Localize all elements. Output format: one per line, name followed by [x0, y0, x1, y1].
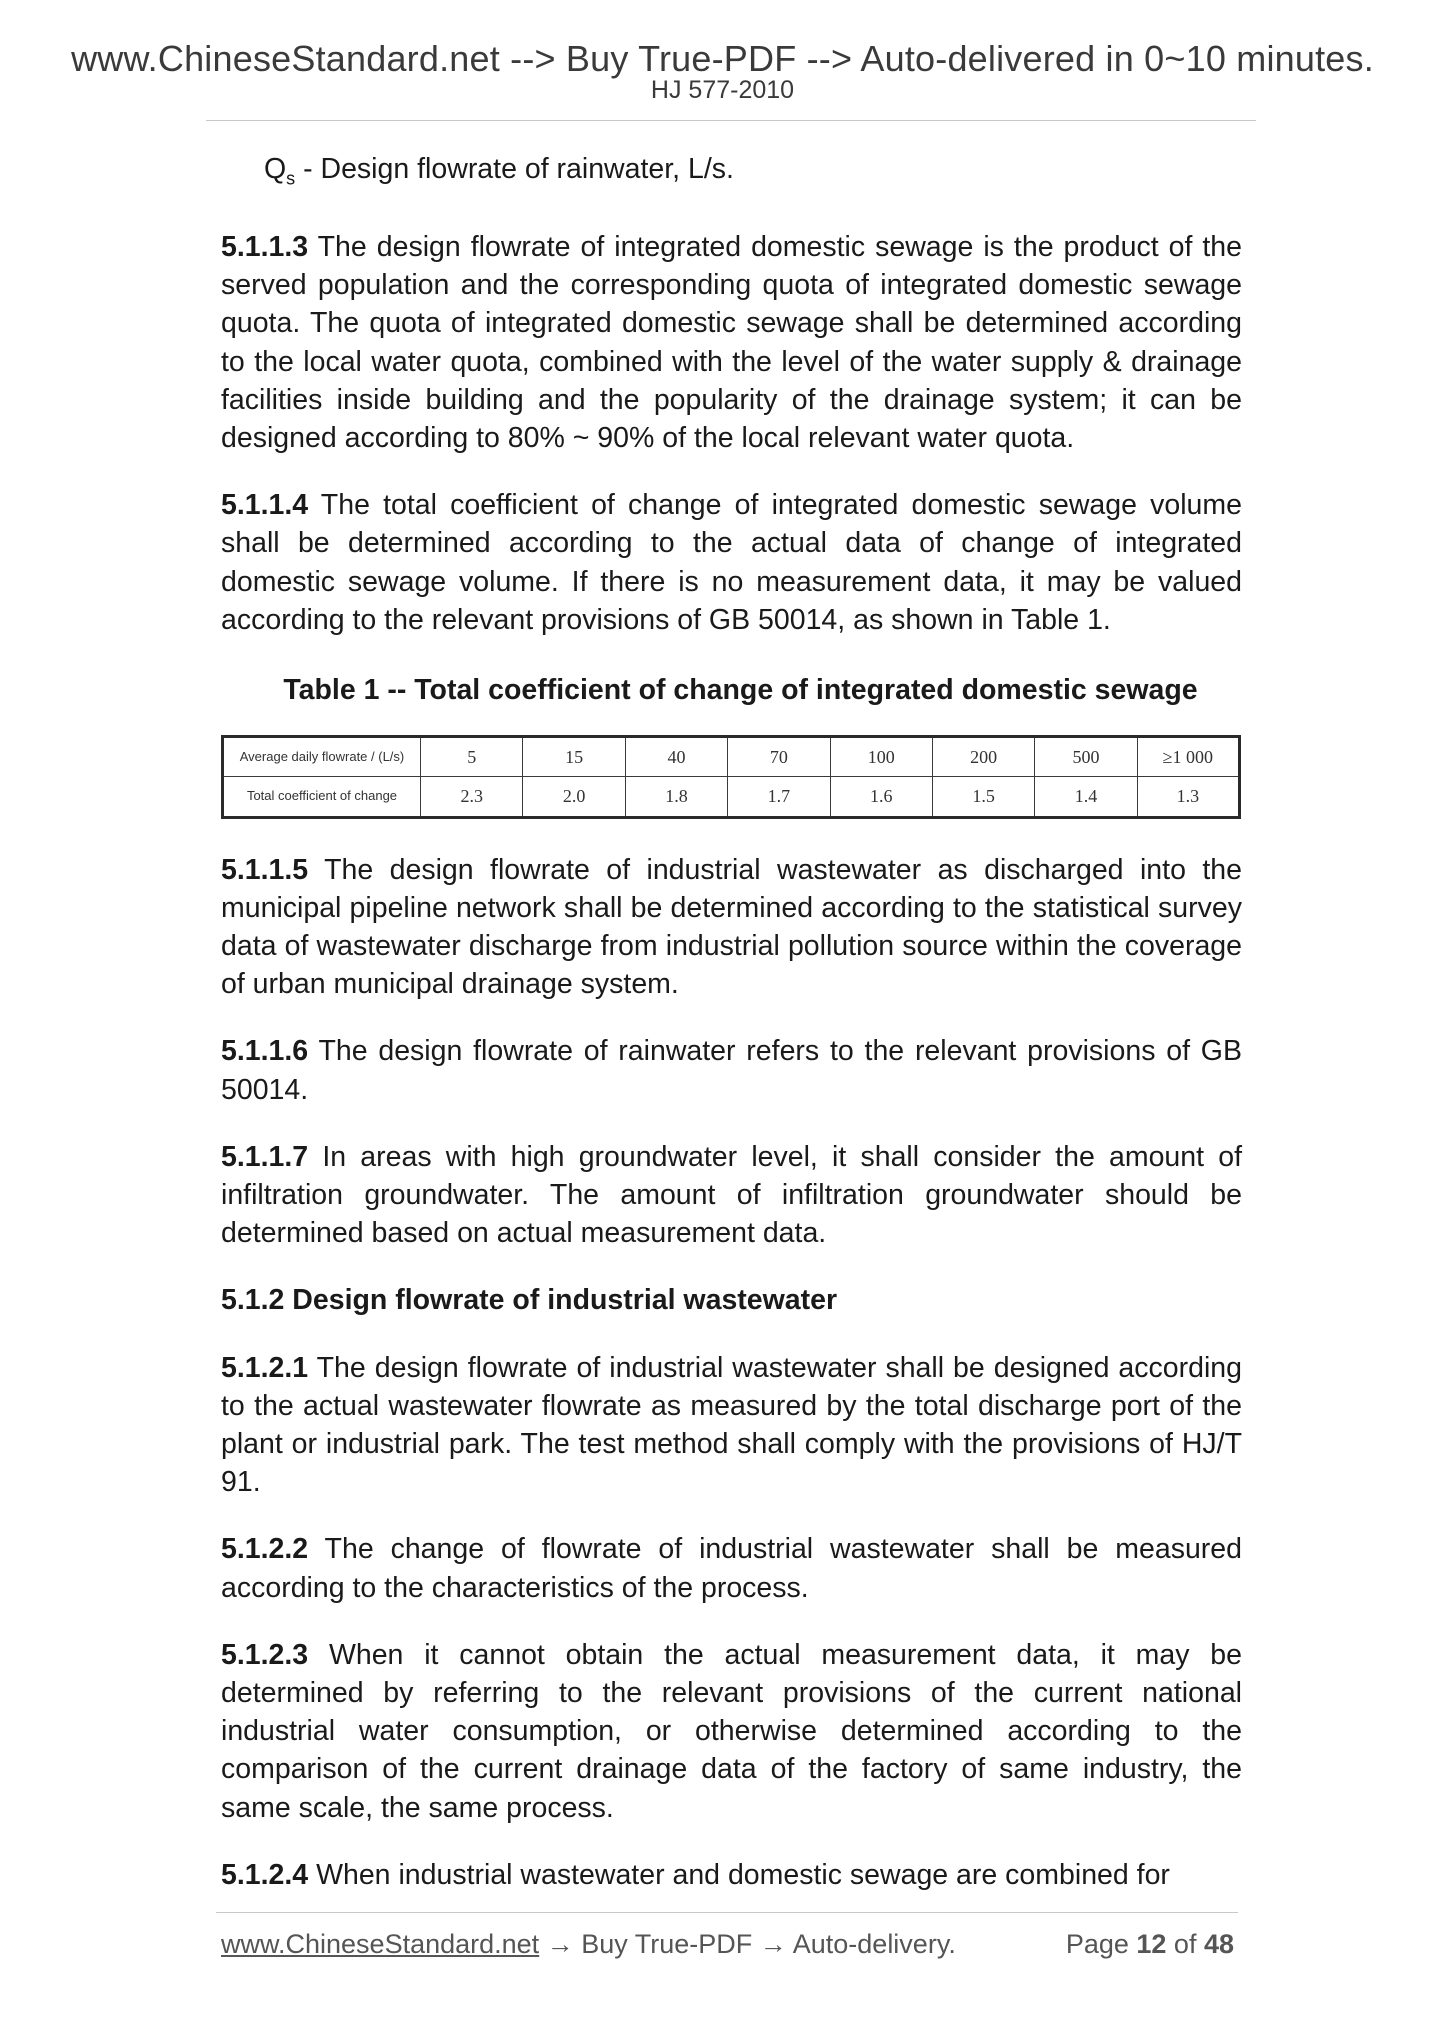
clause-5-1-2-3	[221, 1636, 1242, 1827]
page-word: Page	[1065, 1929, 1137, 1959]
table-cell: 2.0	[523, 777, 625, 817]
coefficient-table	[221, 735, 1241, 818]
table-cell: ≥1 000	[1137, 737, 1239, 777]
clause-5-1-2-2	[221, 1530, 1242, 1606]
clause-text: When industrial wastewater and domestic sewage are combined for	[308, 1858, 1170, 1891]
table-cell: 100	[830, 737, 932, 777]
qs-subscript: s	[286, 168, 296, 189]
page-indicator	[1066, 1929, 1234, 1960]
clause-number: 5.1.1.4	[221, 489, 309, 522]
clause-text: The change of flowrate of industrial wastewater shall be measured according to the characteristics of the process.	[221, 1533, 1242, 1604]
table-cell: 70	[728, 737, 830, 777]
clause-number: 5.1.2.2	[221, 1533, 309, 1566]
clause-number: 5.1.1.6	[221, 1035, 309, 1068]
clause-number: 5.1.2.1	[221, 1351, 309, 1384]
table-cell: 40	[625, 737, 727, 777]
table-title: Table 1 -- Total coefficient of change of integrated domestic sewage	[283, 673, 1198, 706]
clause-text: In areas with high groundwater level, it shall consider the amount of infiltration groundwater. The amount of infiltration groundwater should be determined based on actual measurement data.	[221, 1140, 1242, 1250]
clause-text: The design flowrate of industrial wastewater as discharged into the municipal pipeline network shall be determined according to the statistical survey data of wastewater discharge from industrial pollution source within the coverage of urban municipal drainage system.	[221, 853, 1242, 1001]
clause-5-1-1-6	[221, 1032, 1242, 1108]
of-word: of	[1166, 1929, 1204, 1959]
qs-text: - Design flowrate of rainwater, L/s.	[295, 153, 734, 185]
clause-5-1-1-7	[221, 1138, 1242, 1253]
page-total: 48	[1203, 1929, 1234, 1959]
table-cell: 1.5	[932, 777, 1034, 817]
clause-text: The total coefficient of change of integrated domestic sewage volume shall be determined according to the actual data of change of integrated domestic sewage volume. If there is no measurement data, it may be valued according to the relevant provisions of GB 50014, as shown in Table 1.	[221, 489, 1242, 636]
table-cell: 2.3	[421, 777, 523, 817]
clause-5-1-2-1	[221, 1349, 1242, 1502]
table-cell: 1.7	[728, 777, 830, 817]
clause-text: The design flowrate of integrated domestic sewage is the product of the served population and the corresponding quota of integrated domestic sewage quota. The quota of integrated domestic sewage shall be determined according to the local water quota, combined with the level of the water supply & drainage facilities inside building and the popularity of the drainage system; it can be designed according to 80% ~ 90% of the local relevant water quota.	[221, 230, 1242, 454]
table-row-flowrate	[223, 737, 1240, 777]
qs-definition	[264, 150, 1242, 198]
clause-text: The design flowrate of rainwater refers to the relevant provisions of GB 50014.	[221, 1035, 1242, 1106]
row-label-flowrate: Average daily flowrate / (L/s)	[223, 737, 421, 777]
table-cell: 1.4	[1035, 777, 1137, 817]
table-cell: 1.8	[625, 777, 727, 817]
clause-5-1-1-5	[221, 851, 1242, 1004]
section-heading-5-1-2: 5.1.2 Design flowrate of industrial wastewater	[221, 1284, 838, 1317]
clause-text: The design flowrate of industrial wastewater shall be designed according to the actual wastewater flowrate as measured by the total discharge port of the plant or industrial park. The test method shall comply with the provisions of HJ/T 91.	[221, 1351, 1242, 1499]
row-label-coefficient: Total coefficient of change	[223, 777, 421, 817]
page-content	[221, 150, 1242, 1923]
header-banner[interactable]: www.ChineseStandard.net --> Buy True-PDF --> Auto-delivered in 0~10 minutes.	[71, 38, 1374, 79]
document-code: HJ 577-2010	[650, 76, 795, 104]
table-cell: 500	[1035, 737, 1137, 777]
table-cell: 5	[421, 737, 523, 777]
footer-site-link[interactable]: www.ChineseStandard.net	[221, 1929, 540, 1959]
clause-number: 5.1.1.3	[221, 230, 309, 263]
page-footer	[221, 1929, 1234, 1960]
clause-5-1-1-3	[221, 228, 1242, 457]
table-cell: 1.3	[1137, 777, 1239, 817]
header-divider	[206, 120, 1256, 121]
clause-5-1-1-4	[221, 486, 1242, 639]
footer-buy-text: → Buy True-PDF → Auto-delivery.	[539, 1929, 956, 1959]
page-number: 12	[1136, 1929, 1167, 1959]
footer-divider	[216, 1912, 1238, 1913]
clause-number: 5.1.1.5	[221, 853, 309, 886]
clause-number: 5.1.2.3	[221, 1638, 309, 1671]
clause-number: 5.1.1.7	[221, 1140, 309, 1173]
table-row-coefficient	[223, 777, 1240, 817]
clause-5-1-2-4	[221, 1856, 1242, 1894]
table-cell: 200	[932, 737, 1034, 777]
table-cell: 1.6	[830, 777, 932, 817]
table-cell: 15	[523, 737, 625, 777]
qs-symbol: Q	[264, 153, 287, 185]
clause-text: When it cannot obtain the actual measurement data, it may be determined by referring to the relevant provisions of the current national industrial water consumption, or otherwise determined according to the comparison of the current drainage data of the factory of same industry, the same scale, the same process.	[221, 1638, 1242, 1824]
clause-number: 5.1.2.4	[221, 1858, 309, 1891]
